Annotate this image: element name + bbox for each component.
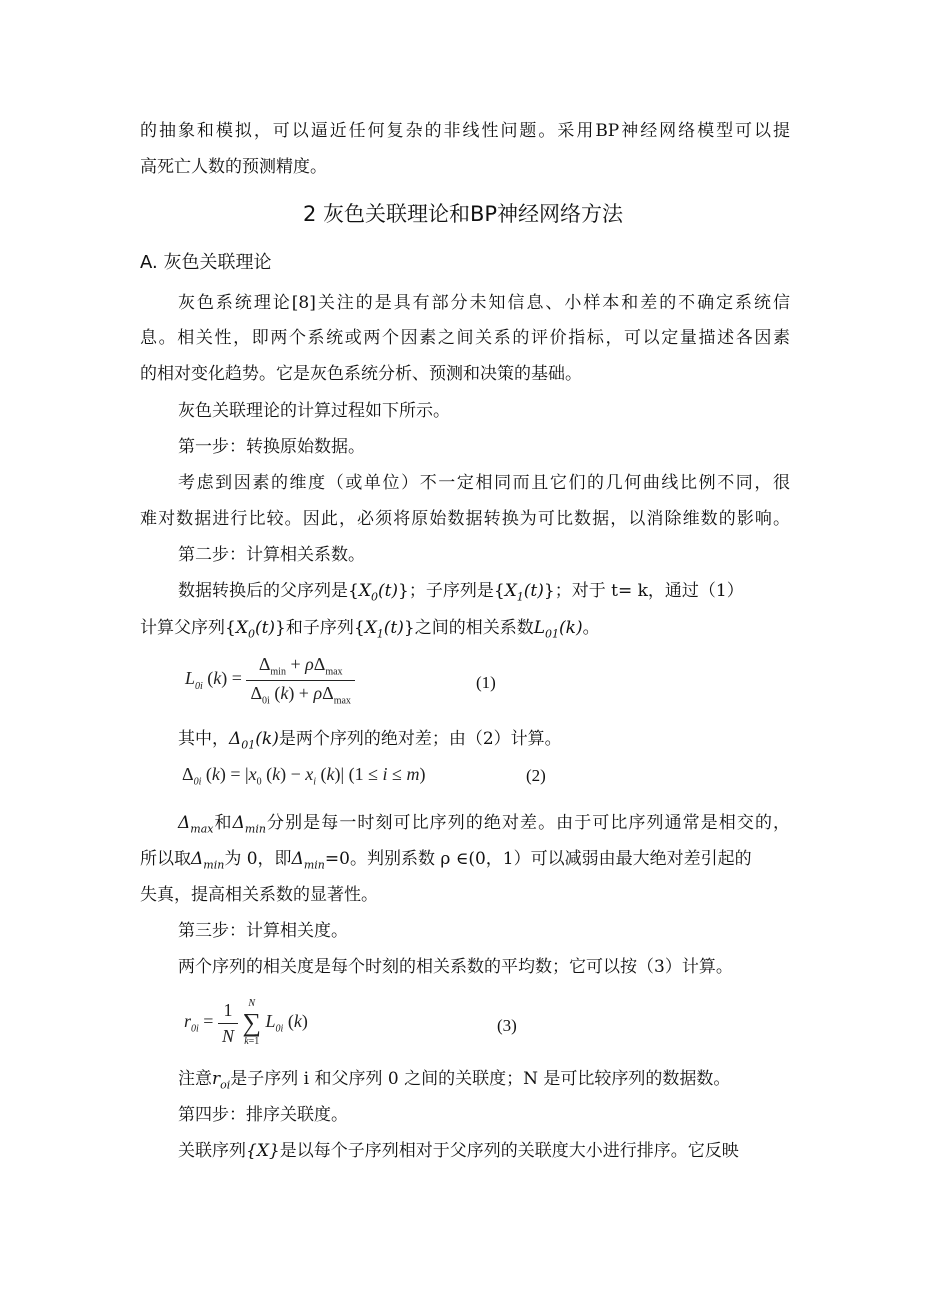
subsection-title: A. 灰色关联理论	[140, 252, 272, 273]
para6-line-2: 所以取$\Delta_{min}$为 0，即$\Delta_{min}=0$。判别系数 ρ ∈(0，1）可以减弱由最大绝对差引起的	[140, 849, 752, 872]
para3-line-1: 考虑到因素的维度（或单位）不一定相同而且它们的几何曲线比例不同，很	[178, 473, 790, 493]
para8: 注意$r_{oi}$是子序列 i 和父序列 0 之间的关联度；N 是可比较序列的数据数。	[178, 1069, 731, 1092]
step2-heading: 第二步：计算相关系数。	[178, 545, 365, 565]
para4-line-1: 数据转换后的父序列是$\{X_0(t)\}$；子序列是$\{X_1(t)\}$；对于 t= k，通过（1）	[178, 581, 744, 604]
para5: 其中，$\Delta_{01}(k)$是两个序列的绝对差；由（2）计算。	[178, 729, 562, 752]
math-x0t: $X_0(t)$	[358, 581, 399, 604]
para4-line-2: 计算父序列$\{X_0(t)\}$和子序列$\{X_1(t)\}$之间的相关系数$L_{01}(k)$。	[140, 618, 600, 641]
equation-3-number: (3)	[497, 1016, 517, 1035]
intro-line-1: 的抽象和模拟，可以逼近任何复杂的非线性问题。采用BP神经网络模型可以提	[140, 121, 790, 141]
equation-2-number: (2)	[526, 766, 546, 785]
para7: 两个序列的相关度是每个时刻的相关系数的平均数；它可以按（3）计算。	[178, 957, 733, 977]
step4-heading: 第四步：排序关联度。	[178, 1105, 348, 1125]
para1-line-3: 的相对变化趋势。它是灰色系统分析、预测和决策的基础。	[140, 364, 582, 384]
para3-line-2: 难对数据进行比较。因此，必须将原始数据转换为可比数据，以消除维数的影响。	[140, 509, 790, 529]
para6-line-1: $\Delta_{max}$和$\Delta_{min}$分别是每一时刻可比序列的绝对差。由于可比序列通常是相交的，	[178, 813, 791, 836]
math-l01k: $L_{01}(k)$	[533, 618, 583, 641]
step3-heading: 第三步：计算相关度。	[178, 921, 348, 941]
equation-2: $\Delta_{0i}$ $(k) = |x_0$ $(k) - x_i$ (k)| (1 ≤ i ≤ m)	[182, 764, 426, 788]
equation-3: $r_{0i}$ = $\frac{1}{N}$ N ∑ k=1 $L_{0i}$ (k)	[184, 998, 308, 1047]
para2: 灰色关联理论的计算过程如下所示。	[178, 401, 450, 421]
para9: 关联序列{X}是以每个子序列相对于父序列的关联度大小进行排序。它反映	[178, 1141, 739, 1161]
section-title: 2 灰色关联理论和BP神经网络方法	[302, 202, 624, 226]
para1-line-1: 灰色系统理论[8]关注的是具有部分未知信息、小样本和差的不确定系统信	[178, 293, 790, 313]
equation-1-number: (1)	[476, 673, 496, 692]
para6-line-3: 失真，提高相关系数的显著性。	[140, 885, 378, 905]
para1-line-2: 息。相关性，即两个系统或两个因素之间关系的评价指标，可以定量描述各因素	[140, 328, 790, 348]
intro-line-2: 高死亡人数的预测精度。	[140, 157, 327, 177]
equation-1: $L_{0i}$ (k) = $\frac{\Delta_{min} + \rho\Delta_{max}}{\Delta_{0i} (k) + \rho\Delta_{max}}$	[185, 654, 355, 706]
math-x1t: $X_1(t)$	[504, 581, 544, 604]
step1-heading: 第一步：转换原始数据。	[178, 437, 365, 457]
